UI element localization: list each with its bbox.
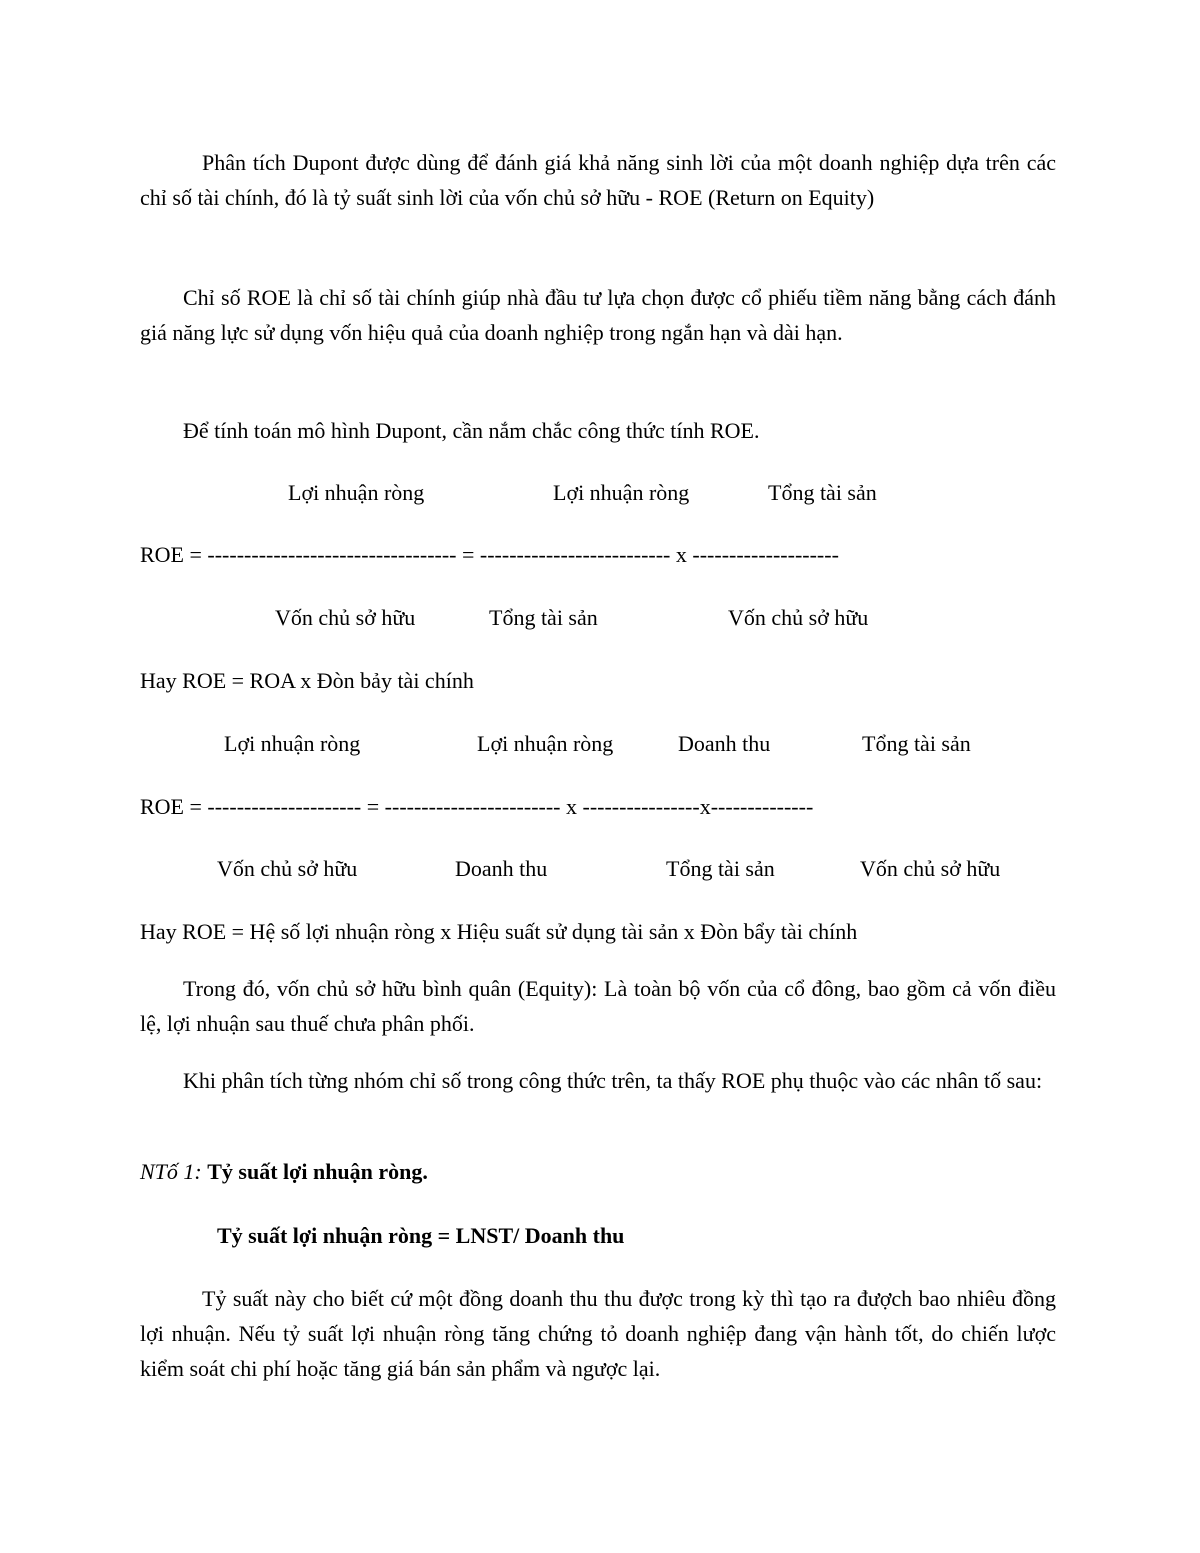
factor1-formula: Tỷ suất lợi nhuận ròng = LNST/ Doanh thu [217, 1223, 625, 1248]
formula2-denominator-3: Tổng tài sản [666, 856, 775, 881]
formula2-numerator-2: Lợi nhuận ròng [477, 731, 614, 756]
factor1-label: NTố 1: [140, 1159, 202, 1184]
formula1-numerator-3: Tổng tài sản [768, 480, 877, 505]
formula1-numerator-1: Lợi nhuận ròng [288, 480, 425, 505]
formula2-numerator-1: Lợi nhuận ròng [224, 731, 361, 756]
factor1-title: Tỷ suất lợi nhuận ròng. [207, 1159, 428, 1184]
paragraph-factor1-explanation: Tỷ suất này cho biết cứ một đồng doanh thu thu được trong kỳ thì tạo ra đượch bao nhiêu đồng lợi nhuận. Nếu tỷ suất lợi nhuận ròng tăng chứng tỏ doanh nghiệp đang vận hành tốt, do chiến lược kiểm soát chi phí hoặc tăng giá bán sản phẩm và ngược lại. [140, 1286, 1056, 1381]
formula1-denominator-2: Tổng tài sản [489, 605, 598, 630]
formula1-denominator-3: Vốn chủ sở hữu [728, 605, 869, 630]
paragraph-equity-definition: Trong đó, vốn chủ sở hữu bình quân (Equity): Là toàn bộ vốn của cổ đông, bao gồm cả vốn điều lệ, lợi nhuận sau thuế chưa phân phối. [140, 976, 1056, 1036]
formula1-numerator-2: Lợi nhuận ròng [553, 480, 690, 505]
formula1-denominator-1: Vốn chủ sở hữu [275, 605, 416, 630]
formula1-result: Hay ROE = ROA x Đòn bảy tài chính [140, 668, 474, 693]
formula2-numerator-4: Tổng tài sản [862, 731, 971, 756]
formula2-result: Hay ROE = Hệ số lợi nhuận ròng x Hiệu suất sử dụng tài sản x Đòn bẩy tài chính [140, 919, 858, 944]
paragraph-dupont-intro: Phân tích Dupont được dùng để đánh giá khả năng sinh lời của một doanh nghiệp dựa trên các chỉ số tài chính, đó là tỷ suất sinh lời của vốn chủ sở hữu - ROE (Return on Equity) [140, 150, 1056, 210]
formula1-fraction-line: ROE = ---------------------------------- = -------------------------- x -------------------- [140, 542, 839, 567]
formula2-numerator-3: Doanh thu [678, 731, 771, 756]
formula2-fraction-line: ROE = --------------------- = ------------------------ x ----------------x-------------- [140, 794, 814, 819]
factor1-heading [140, 1161, 428, 1183]
formula2-denominator-4: Vốn chủ sở hữu [860, 856, 1001, 881]
paragraph-roe-definition: Chỉ số ROE là chỉ số tài chính giúp nhà đầu tư lựa chọn được cổ phiếu tiềm năng bằng cách đánh giá năng lực sử dụng vốn hiệu quả của doanh nghiệp trong ngắn hạn và dài hạn. [140, 285, 1056, 345]
formula2-denominator-2: Doanh thu [455, 856, 548, 881]
paragraph-factors-lead: Khi phân tích từng nhóm chỉ số trong công thức trên, ta thấy ROE phụ thuộc vào các nhân tố sau: [183, 1068, 1043, 1093]
formula2-denominator-1: Vốn chủ sở hữu [217, 856, 358, 881]
paragraph-formula-lead: Để tính toán mô hình Dupont, cần nắm chắc công thức tính ROE. [183, 418, 760, 443]
